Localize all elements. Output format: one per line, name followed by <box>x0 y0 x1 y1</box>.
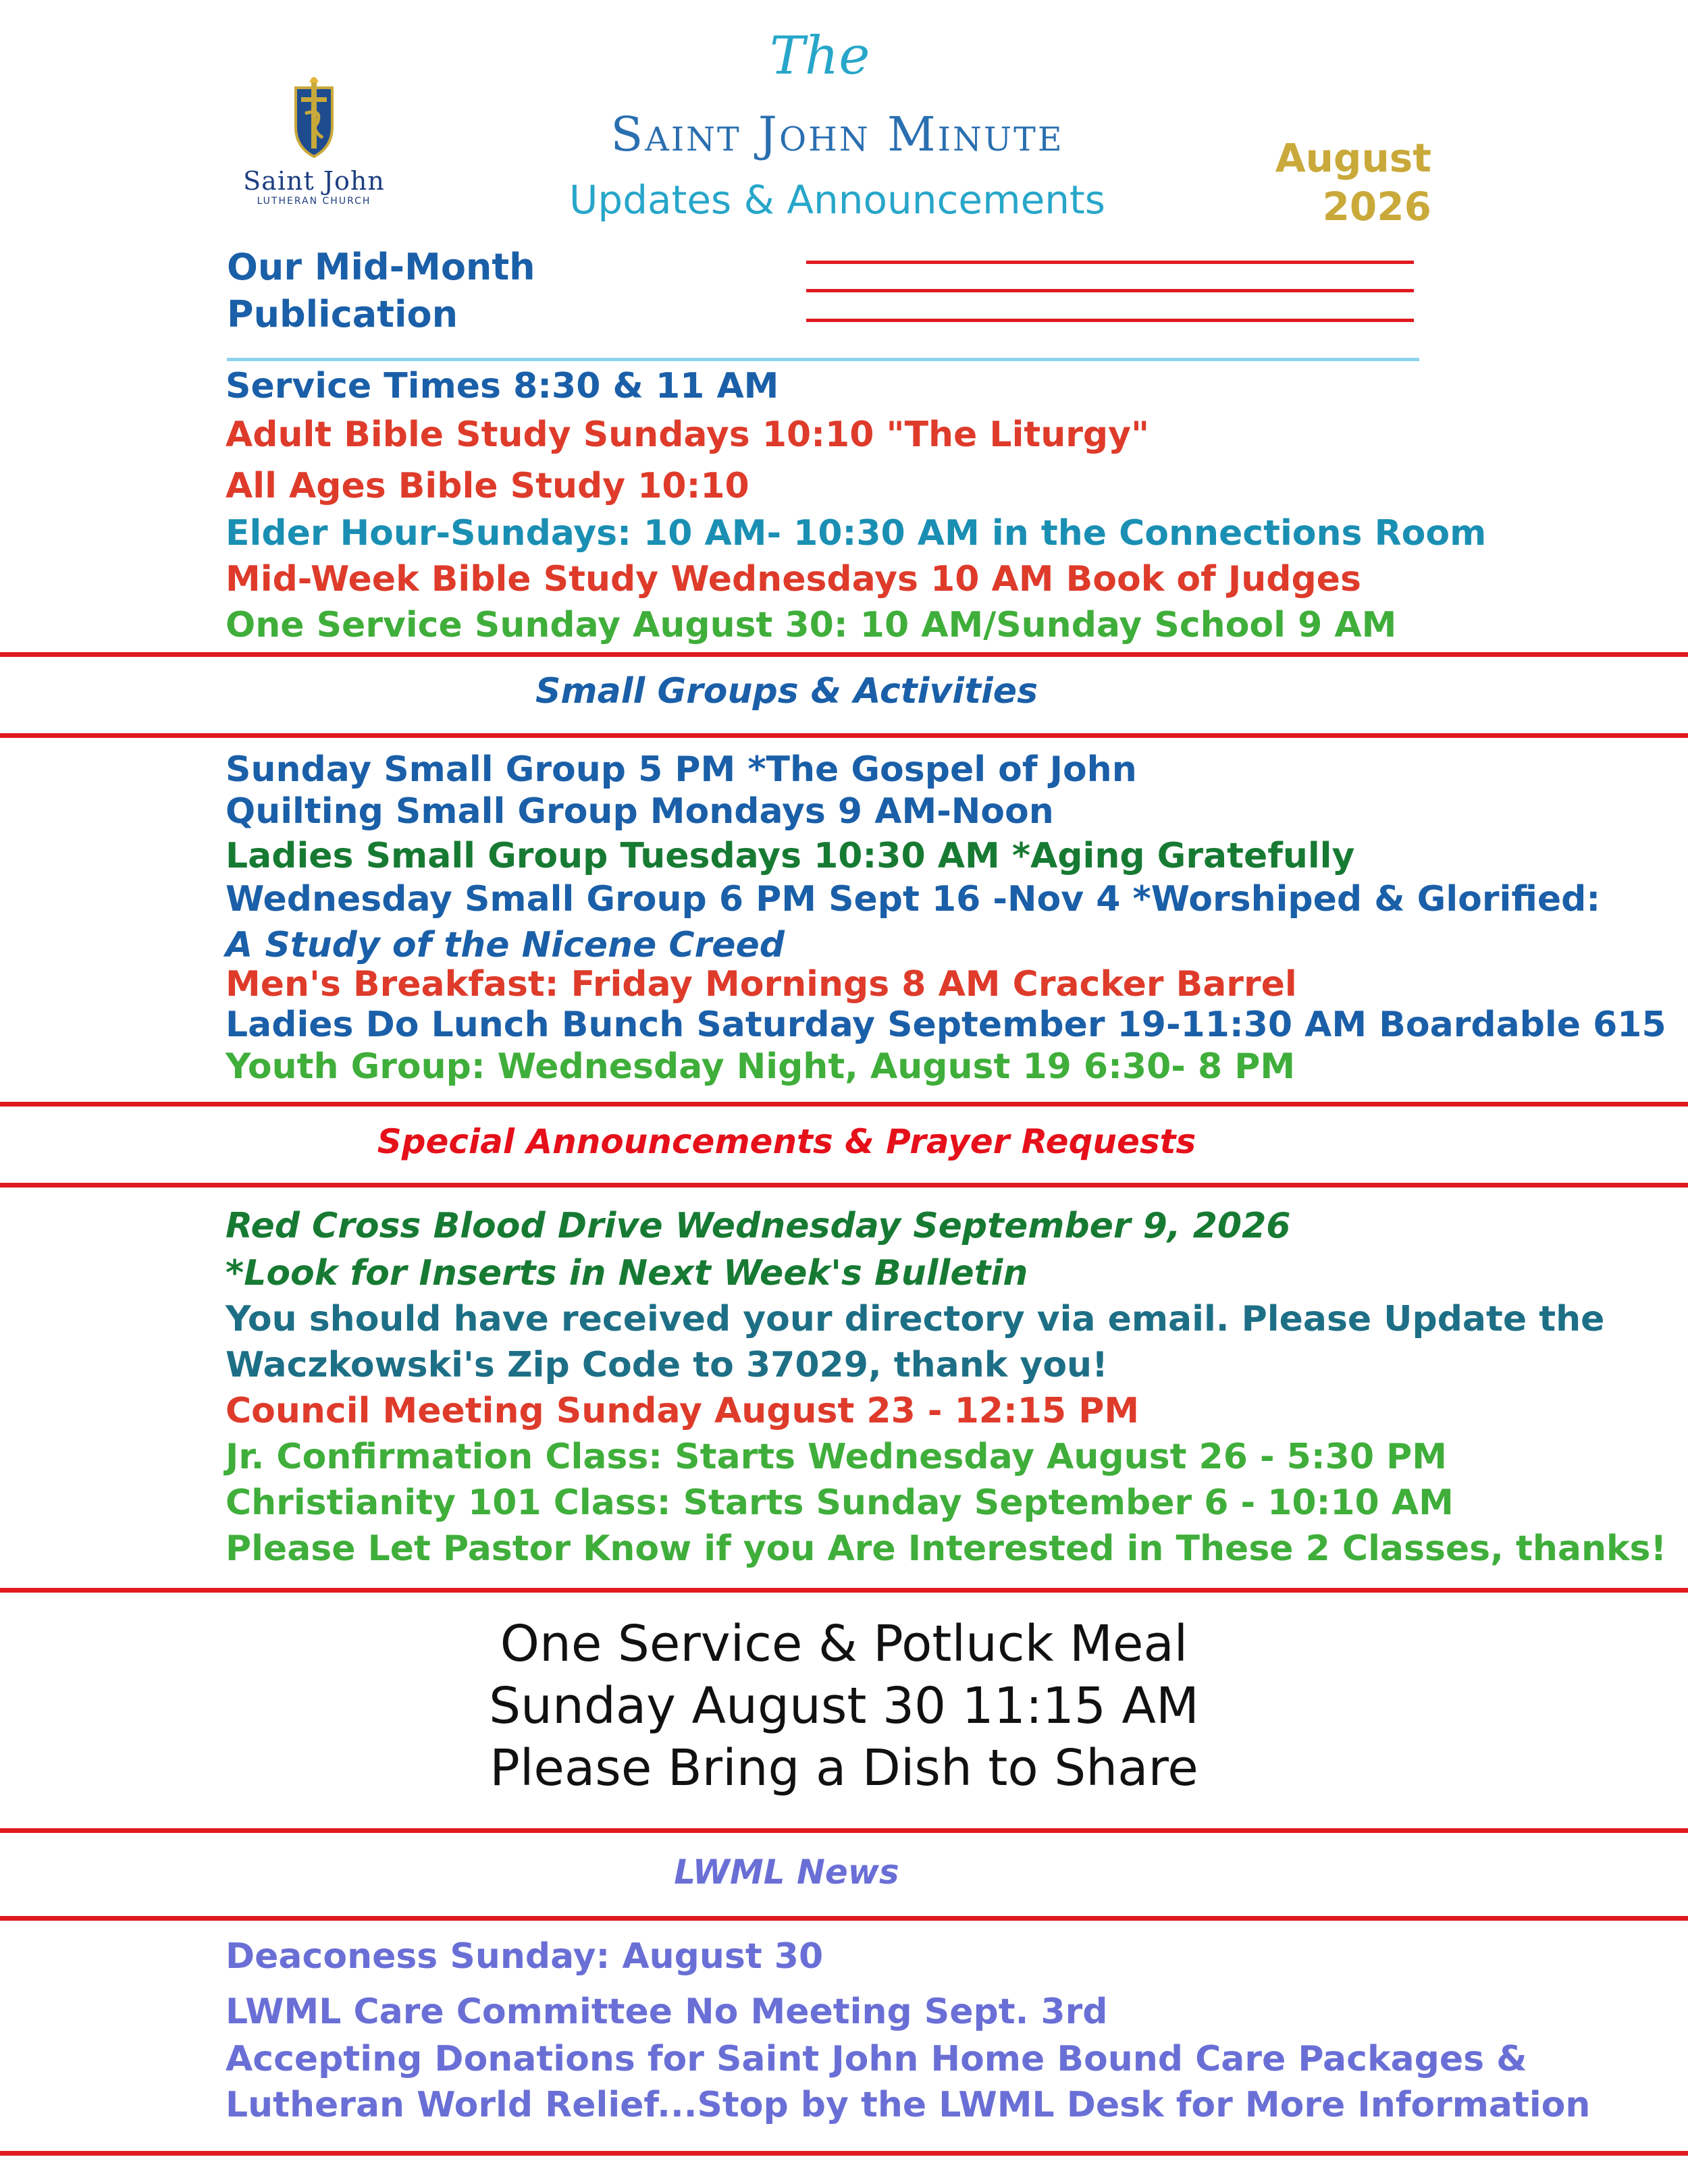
service-line: Elder Hour-Sundays: 10 AM- 10:30 AM in the Connections Room <box>226 513 1487 554</box>
logo-name: Saint John <box>243 166 385 196</box>
service-line: All Ages Bible Study 10:10 <box>226 466 749 506</box>
small-group-item: Ladies Small Group Tuesdays 10:30 AM *Aging Gratefully <box>226 836 1355 876</box>
shield-cross-icon <box>230 73 398 167</box>
potluck-line: Please Bring a Dish to Share <box>490 1739 1198 1797</box>
announcement-item: Waczkowski's Zip Code to 37029, thank you! <box>226 1345 1108 1385</box>
announcement-item: Jr. Confirmation Class: Starts Wednesday August 26 - 5:30 PM <box>226 1437 1447 1477</box>
service-line: Mid-Week Bible Study Wednesdays 10 AM Book of Judges <box>226 559 1361 600</box>
publication-label-line1: Our Mid-Month <box>227 246 535 288</box>
small-group-item: Quilting Small Group Mondays 9 AM-Noon <box>226 791 1054 832</box>
newsletter-subtitle: Updates & Announcements <box>569 177 1106 223</box>
small-group-item: Sunday Small Group 5 PM *The Gospel of John <box>226 749 1137 790</box>
announcement-item: Christianity 101 Class: Starts Sunday September 6 - 10:10 AM <box>226 1483 1454 1523</box>
header-blue-rule <box>227 358 1419 361</box>
section-heading-small-groups: Small Groups & Activities <box>535 671 1038 712</box>
announcement-item: Council Meeting Sunday August 23 - 12:15 PM <box>226 1391 1140 1431</box>
header-red-rule-3 <box>806 319 1414 322</box>
lwml-item: Lutheran World Relief...Stop by the LWML Desk for More Information <box>226 2085 1591 2125</box>
church-logo <box>230 73 398 208</box>
announcement-item: *Look for Inserts in Next Week's Bulletin <box>226 1253 1028 1294</box>
section-divider <box>0 1916 1688 1921</box>
small-group-item: A Study of the Nicene Creed <box>226 925 785 965</box>
header-red-rule-1 <box>806 261 1414 264</box>
section-divider <box>0 1588 1688 1593</box>
small-group-item: Youth Group: Wednesday Night, August 19 6:30- 8 PM <box>226 1046 1296 1087</box>
section-divider <box>0 1183 1688 1188</box>
small-group-item: Wednesday Small Group 6 PM Sept 16 -Nov 4 *Worshiped & Glorified: <box>226 879 1601 920</box>
announcement-item: Red Cross Blood Drive Wednesday September 9, 2026 <box>226 1206 1291 1246</box>
service-line: Adult Bible Study Sundays 10:10 "The Liturgy" <box>226 415 1150 455</box>
section-divider <box>0 733 1688 738</box>
service-line: One Service Sunday August 30: 10 AM/Sunday School 9 AM <box>226 605 1397 645</box>
section-divider <box>0 1828 1688 1833</box>
section-divider <box>0 2151 1688 2156</box>
section-heading-lwml: LWML News <box>674 1853 899 1892</box>
announcement-item: You should have received your directory via email. Please Update the <box>226 1299 1605 1339</box>
publication-label-line2: Publication <box>227 293 458 336</box>
lwml-item: LWML Care Committee No Meeting Sept. 3rd <box>226 1992 1108 2032</box>
newsletter-title: Saint John Minute <box>610 107 1064 162</box>
small-group-item: Men's Breakfast: Friday Mornings 8 AM Cracker Barrel <box>226 964 1297 1005</box>
the-script-text: The <box>770 26 870 86</box>
service-line: Service Times 8:30 & 11 AM <box>226 366 779 406</box>
issue-year: 2026 <box>1322 184 1431 230</box>
potluck-line: Sunday August 30 11:15 AM <box>489 1677 1199 1735</box>
logo-subtitle: LUTHERAN CHURCH <box>257 196 371 207</box>
issue-month: August <box>1275 135 1431 181</box>
lwml-item: Deaconess Sunday: August 30 <box>226 1936 824 1977</box>
section-heading-announcements: Special Announcements & Prayer Requests <box>377 1122 1196 1161</box>
potluck-line: One Service & Potluck Meal <box>500 1615 1188 1673</box>
header-red-rule-2 <box>806 289 1414 292</box>
section-divider <box>0 1102 1688 1107</box>
section-divider <box>0 652 1688 657</box>
small-group-item: Ladies Do Lunch Bunch Saturday September 19-11:30 AM Boardable 615 <box>226 1005 1666 1045</box>
announcement-item: Please Let Pastor Know if you Are Interested in These 2 Classes, thanks! <box>226 1528 1667 1569</box>
lwml-item: Accepting Donations for Saint John Home Bound Care Packages & <box>226 2039 1527 2079</box>
